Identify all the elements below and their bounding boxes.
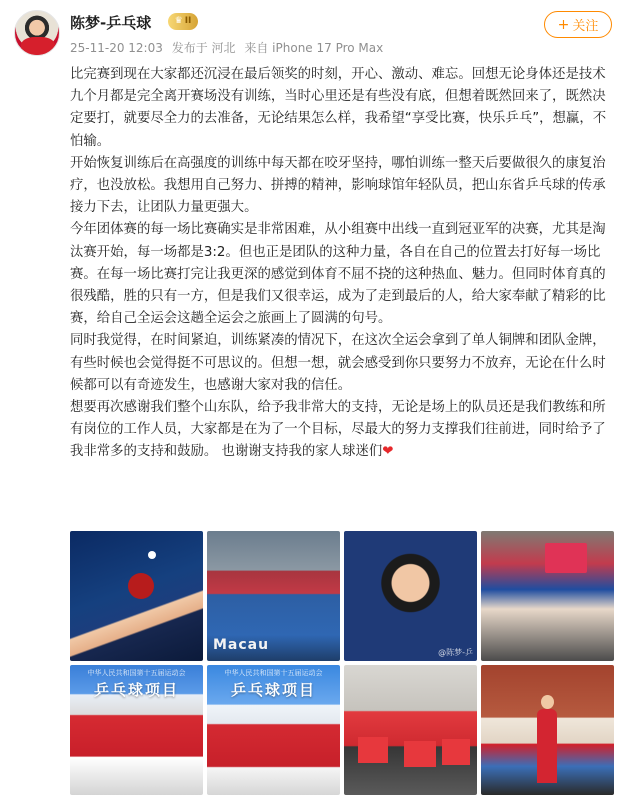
post-text — [70, 64, 616, 464]
photo-title: 乒乓球项目 — [230, 681, 316, 699]
photo-team-celebration[interactable] — [481, 531, 614, 661]
photo-player-forehand[interactable] — [207, 531, 340, 661]
fan-banner — [545, 543, 587, 573]
username[interactable]: 陈梦-乒乓球 — [70, 14, 152, 32]
heart-emoji: ❤ — [382, 444, 394, 460]
photo-watermark: @陈梦-乒 — [438, 648, 473, 657]
photo-player-serve[interactable] — [70, 531, 203, 661]
post-header — [0, 0, 630, 62]
avatar-jersey — [21, 37, 55, 56]
photo-player-closeup[interactable] — [344, 531, 477, 661]
post-paragraph: 今年团体赛的每一场比赛确实是非常困难，从小组赛中出线一直到冠亚军的决赛，尤其是淘汰赛开始，每一场都是3:2。但也正是团队的这种力量，各自在自己的位置去打好每一场比赛。在每一场比赛打完让我更深的感觉到体育不屈不挠的这种热血、魅力。但同时体育真的很残酷，胜的只有一方，但是我们又很幸运，成为了走到最后的人，给大家奉献了精彩的比赛，给自己全运会这趟全运会之旅画上了圆满的句号。 — [70, 222, 606, 327]
photo-grid — [70, 531, 614, 795]
follow-label: 关注 — [572, 19, 599, 34]
player-figure — [537, 709, 557, 783]
photo-title: 乒乓球项目 — [93, 681, 179, 699]
crown-icon: ♛ — [174, 16, 183, 26]
ball-icon — [148, 551, 156, 559]
fan-banner — [442, 739, 470, 765]
photo-caption: 中华人民共和国第十五届运动会 — [224, 669, 323, 677]
post-paragraph: 开始恢复训练后在高强度的训练中每天都在咬牙坚持，哪怕训练一整天后要做很久的康复治疗，也没放松。我想用自己努力、拼搏的精神，影响球馆年轻队员，把山东省乒乓球的传承接力下去，让团队力量更强大。 — [70, 155, 606, 216]
player-figure-head — [541, 695, 554, 709]
post-device: 来自 iPhone 17 Pro Max — [244, 41, 384, 55]
fan-banner — [404, 741, 436, 767]
paddle-icon — [128, 573, 154, 599]
photo-podium-medals[interactable] — [207, 665, 340, 795]
photo-fans-banners[interactable] — [344, 665, 477, 795]
post-paragraph — [70, 397, 616, 464]
arena-board-text: Macau — [213, 637, 270, 653]
timestamp: 25-11-20 12:03 — [70, 41, 163, 55]
photo-podium-team[interactable] — [70, 665, 203, 795]
badge-level: II — [184, 16, 192, 26]
post-paragraph-text: 想要再次感谢我们整个山东队，给予我非常大的支持，无论是场上的队员还是我们教练和所有岗位的工作人员，大家都是在为了一个目标，尽最大的努力支撑我们往前进，同时给予了我非常多的支持和鼓励。 也谢谢支持我的家人球迷们 — [70, 400, 606, 460]
fan-banner — [358, 737, 388, 763]
post-paragraph: 同时我觉得，在时间紧迫，训练紧凑的情况下，在这次全运会拿到了单人铜牌和团队金牌，有些时候也会觉得挺不可思议的。但想一想，就会感受到你只要努力不放弃，无论在什么时候都可以有奇迹发生，也感谢大家对我的信任。 — [70, 333, 606, 393]
post-location: 发布于 河北 — [171, 41, 236, 55]
avatar[interactable] — [14, 10, 60, 56]
post-paragraph: 比完赛到现在大家都还沉浸在最后领奖的时刻，开心、激动、难忘。回想无论身体还是技术九个月都是完全离开赛场没有训练，当时心里还是有些没有底，但想着既然回来了，既然决定要打，就要尽全力的去准备，无论结果怎么样，我希望“享受比赛，快乐乒乓”，想赢，不怕输。 — [70, 67, 607, 149]
photo-caption: 中华人民共和国第十五届运动会 — [87, 669, 186, 677]
vip-badge[interactable] — [168, 13, 198, 30]
photo-medal-portrait[interactable] — [481, 665, 614, 795]
post-meta — [70, 39, 388, 56]
follow-button[interactable] — [544, 11, 612, 38]
plus-icon: + — [557, 16, 570, 33]
